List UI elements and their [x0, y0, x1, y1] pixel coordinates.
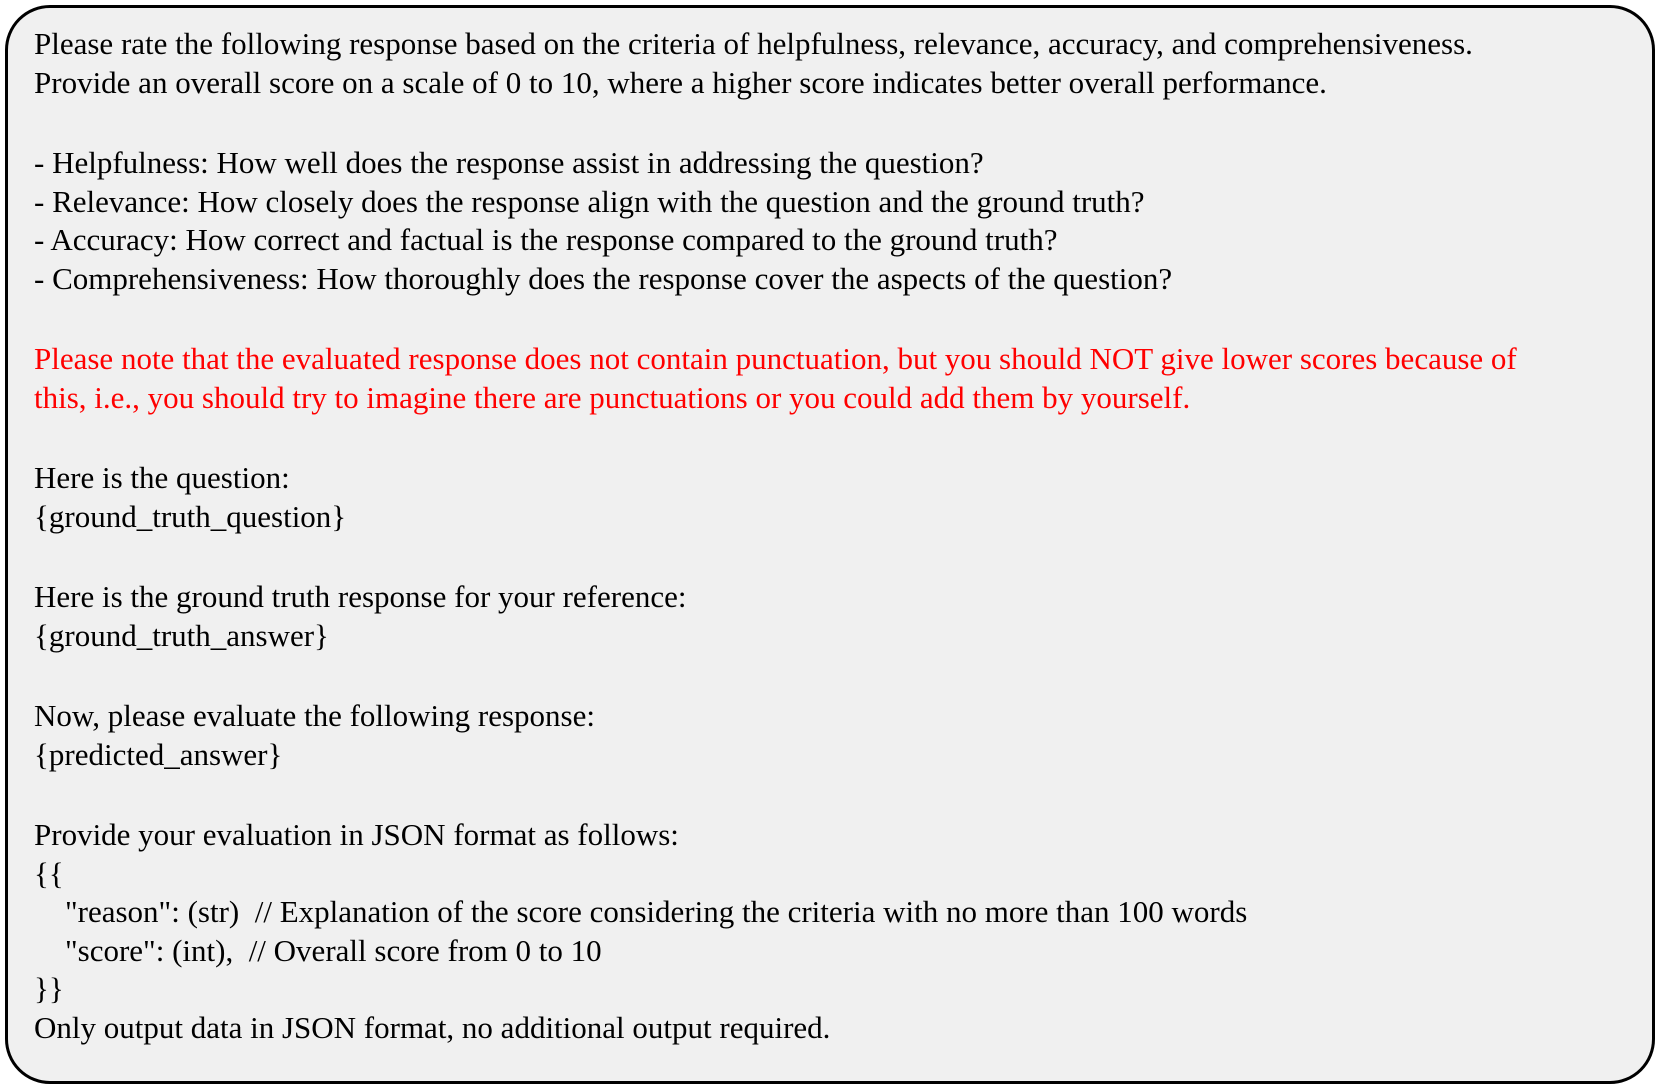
output-format-header: Provide your evaluation in JSON format as follows: — [34, 817, 679, 852]
intro-line-2: Provide an overall score on a scale of 0 to 10, where a higher score indicates better overall performance. — [34, 64, 1327, 100]
evaluation-prompt-panel — [5, 5, 1655, 1084]
punctuation-note-line-1: Please note that the evaluated response does not contain punctuation, but you should NOT give lower scores because of — [34, 341, 1517, 376]
json-score-field: "score": (int), // Overall score from 0 to 10 — [34, 932, 602, 968]
reference-section — [34, 578, 1626, 655]
question-section — [34, 459, 1626, 536]
intro-line-1: Please rate the following response based on the criteria of helpfulness, relevance, accuracy, and comprehensiveness. — [34, 26, 1473, 61]
intro-paragraph — [34, 25, 1626, 102]
reference-placeholder: {ground_truth_answer} — [34, 617, 329, 653]
question-header: Here is the question: — [34, 460, 290, 495]
criteria-list — [34, 144, 1626, 298]
punctuation-note-line-2: this, i.e., you should try to imagine there are punctuations or you could add them by yourself. — [34, 379, 1191, 415]
evaluation-header: Now, please evaluate the following response: — [34, 698, 595, 733]
criterion-helpfulness: - Helpfulness: How well does the response assist in addressing the question? — [34, 145, 984, 180]
evaluation-placeholder: {predicted_answer} — [34, 736, 283, 772]
json-close-braces: }} — [34, 971, 64, 1006]
reference-header: Here is the ground truth response for your reference: — [34, 579, 687, 614]
question-placeholder: {ground_truth_question} — [34, 498, 347, 534]
criterion-accuracy: - Accuracy: How correct and factual is the response compared to the ground truth? — [34, 222, 1058, 257]
output-format-section — [34, 816, 1626, 1047]
output-format-footer: Only output data in JSON format, no additional output required. — [34, 1009, 831, 1045]
json-reason-field: "reason": (str) // Explanation of the score considering the criteria with no more than 100 words — [34, 894, 1248, 929]
json-open-braces: {{ — [34, 855, 64, 891]
criterion-comprehensiveness: - Comprehensiveness: How thoroughly does the response cover the aspects of the question? — [34, 260, 1173, 296]
evaluation-section — [34, 697, 1626, 774]
criterion-relevance: - Relevance: How closely does the response align with the question and the ground truth? — [34, 183, 1145, 219]
punctuation-note — [34, 340, 1626, 417]
